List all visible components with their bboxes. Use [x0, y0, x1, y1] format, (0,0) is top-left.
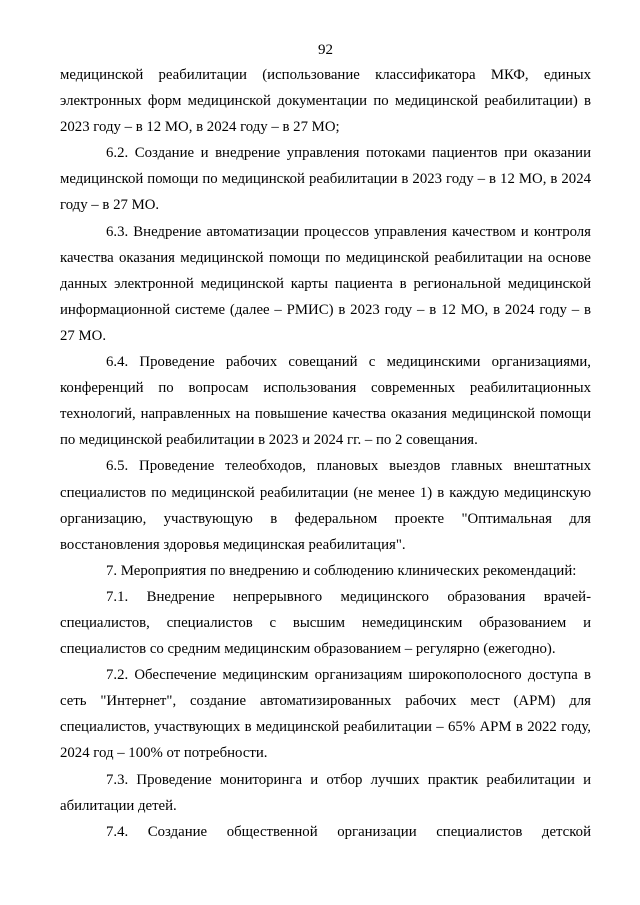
document-page [60, 0, 591, 845]
paragraph-7-2: 7.2. Обеспечение медицинским организациям широкополосного доступа в сеть "Интернет", создание автоматизированных рабочих мест (АРМ) для специалистов, участвующих в медицинской реабилитации – 65% АРМ в 2022 году, 2024 год – 100% от потребности. [60, 667, 591, 762]
paragraph-7-4: 7.4. Создание общественной организации специалистов детской [106, 823, 591, 840]
paragraph-7-3: 7.3. Проведение мониторинга и отбор лучших практик реабилитации и абилитации детей. [60, 771, 591, 814]
paragraph-6-4: 6.4. Проведение рабочих совещаний с медицинскими организациями, конференций по вопросам использования современных реабилитационных технологий, направленных на повышение качества оказания медицинской помощи по медицинской реабилитации в 2023 и 2024 гг. – по 2 совещания. [60, 354, 591, 449]
paragraph-7-1: 7.1. Внедрение непрерывного медицинского образования врачей-специалистов, специалистов с высшим немедицинским образованием и специалистов со средним медицинским образованием – регулярно (ежегодно). [60, 588, 591, 658]
paragraph-6-5: 6.5. Проведение телеобходов, плановых выездов главных внештатных специалистов по медицинской реабилитации (не менее 1) в каждую медицинскую организацию, участвующую в федеральном проекте "Оптимальная для восстановления здоровья медицинская реабилитация". [60, 458, 591, 553]
paragraph-continuation: медицинской реабилитации (использование классификатора МКФ, единых электронных форм медицинской документации по медицинской реабилитации) в 2023 году – в 12 МО, в 2024 году – в 27 МО; [60, 67, 591, 136]
section-heading-7: 7. Мероприятия по внедрению и соблюдению клинических рекомендаций: [106, 562, 577, 579]
paragraph-6-2: 6.2. Создание и внедрение управления потоками пациентов при оказании медицинской помощи по медицинской реабилитации в 2023 году – в 12 МО, в 2024 году – в 27 МО. [60, 145, 591, 214]
page-number: 92 [318, 42, 333, 58]
paragraph-6-3: 6.3. Внедрение автоматизации процессов управления качеством и контроля качества оказания медицинской помощи по медицинской реабилитации на основе данных электронной медицинской карты пациента в региональной медицинской информационной системе (далее – РМИС) в 2023 году – в 12 МО, в 2024 году – в 27 МО. [60, 223, 591, 344]
